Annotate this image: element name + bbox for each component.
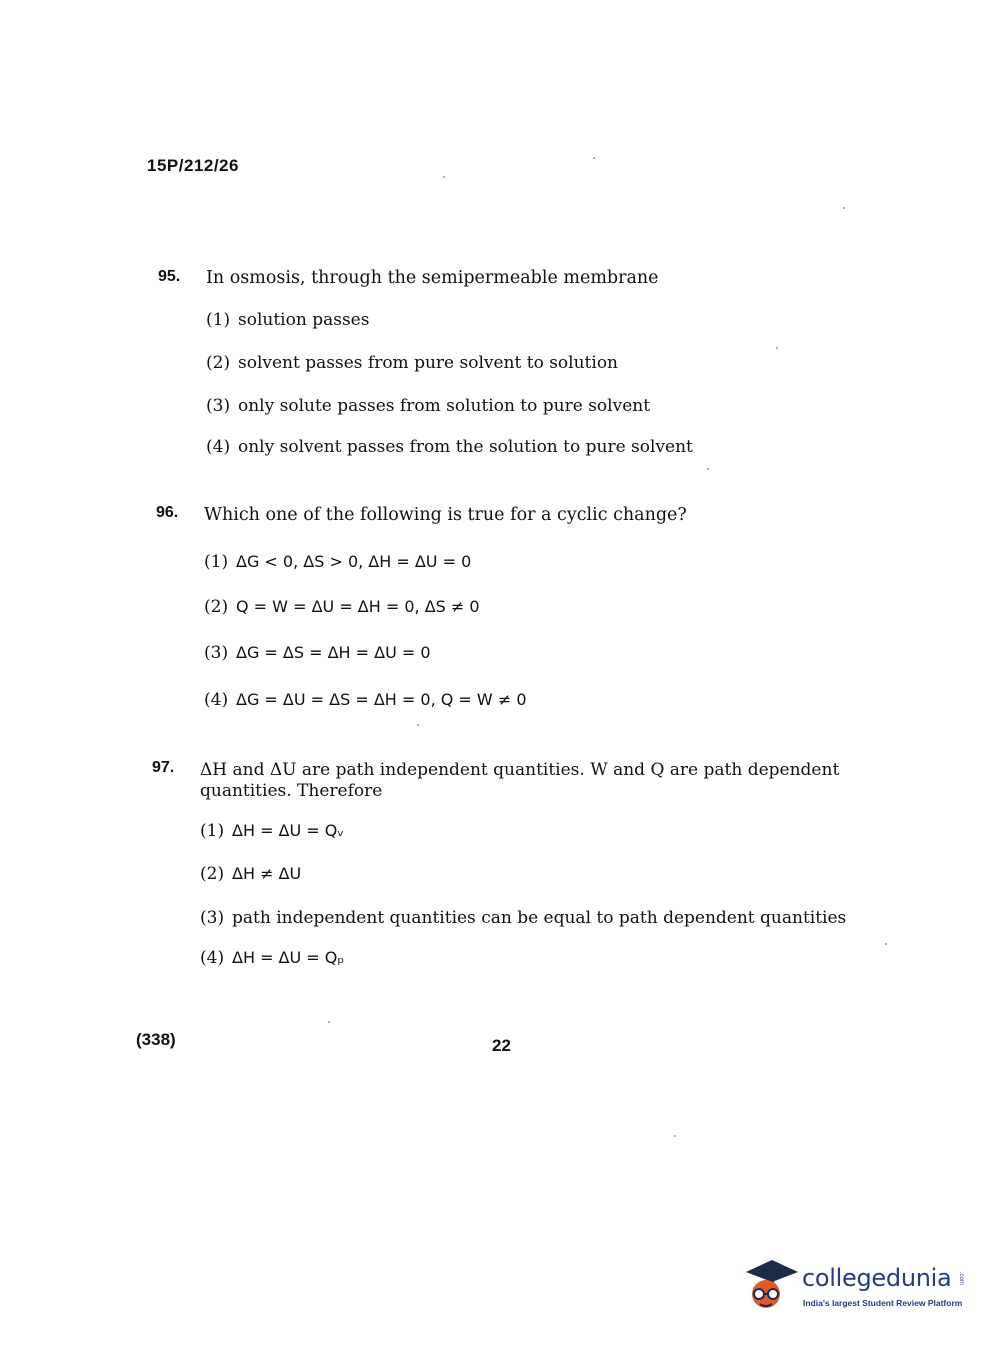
option-3: (3) ΔG = ΔS = ΔH = ΔU = 0 [204,643,431,663]
option-2: (2) solvent passes from pure solvent to solution [206,353,619,373]
paper-code: 15P/212/26 [147,156,239,175]
question-number: 97. [152,759,175,776]
brand-domain: .com [958,1272,964,1286]
option-1: (1) ΔH = ΔU = Qᵥ [200,821,345,841]
question-number: 95. [158,268,181,285]
option-3: (3) only solute passes from solution to pure solvent [206,396,651,416]
brand-name: collegedunia [802,1264,952,1292]
option-4: (4) ΔG = ΔU = ΔS = ΔH = 0, Q = W ≠ 0 [204,690,527,710]
option-1: (1) ΔG < 0, ΔS > 0, ΔH = ΔU = 0 [204,552,472,572]
collegedunia-logo [742,1250,972,1320]
question-text: In osmosis, through the semipermeable membrane [206,268,659,288]
option-4: (4) only solvent passes from the solution to pure solvent [206,437,693,457]
question-text: Which one of the following is true for a cyclic change? [204,505,687,525]
option-2: (2) Q = W = ΔU = ΔH = 0, ΔS ≠ 0 [204,597,480,617]
question-number: 96. [156,504,179,521]
mascot-icon [742,1250,802,1320]
option-4: (4) ΔH = ΔU = Qₚ [200,948,345,968]
question-text-line-1: ΔH and ΔU are path independent quantities. W and Q are path dependent [200,760,840,780]
booklet-code: (338) [136,1030,176,1049]
option-1: (1) solution passes [206,310,370,330]
brand-tagline: India's largest Student Review Platform [803,1298,963,1308]
question-text-line-2: quantities. Therefore [200,781,383,801]
option-3: (3) path independent quantities can be equal to path dependent quantities [200,908,847,928]
page-number: 22 [492,1036,511,1055]
option-2: (2) ΔH ≠ ΔU [200,864,302,884]
